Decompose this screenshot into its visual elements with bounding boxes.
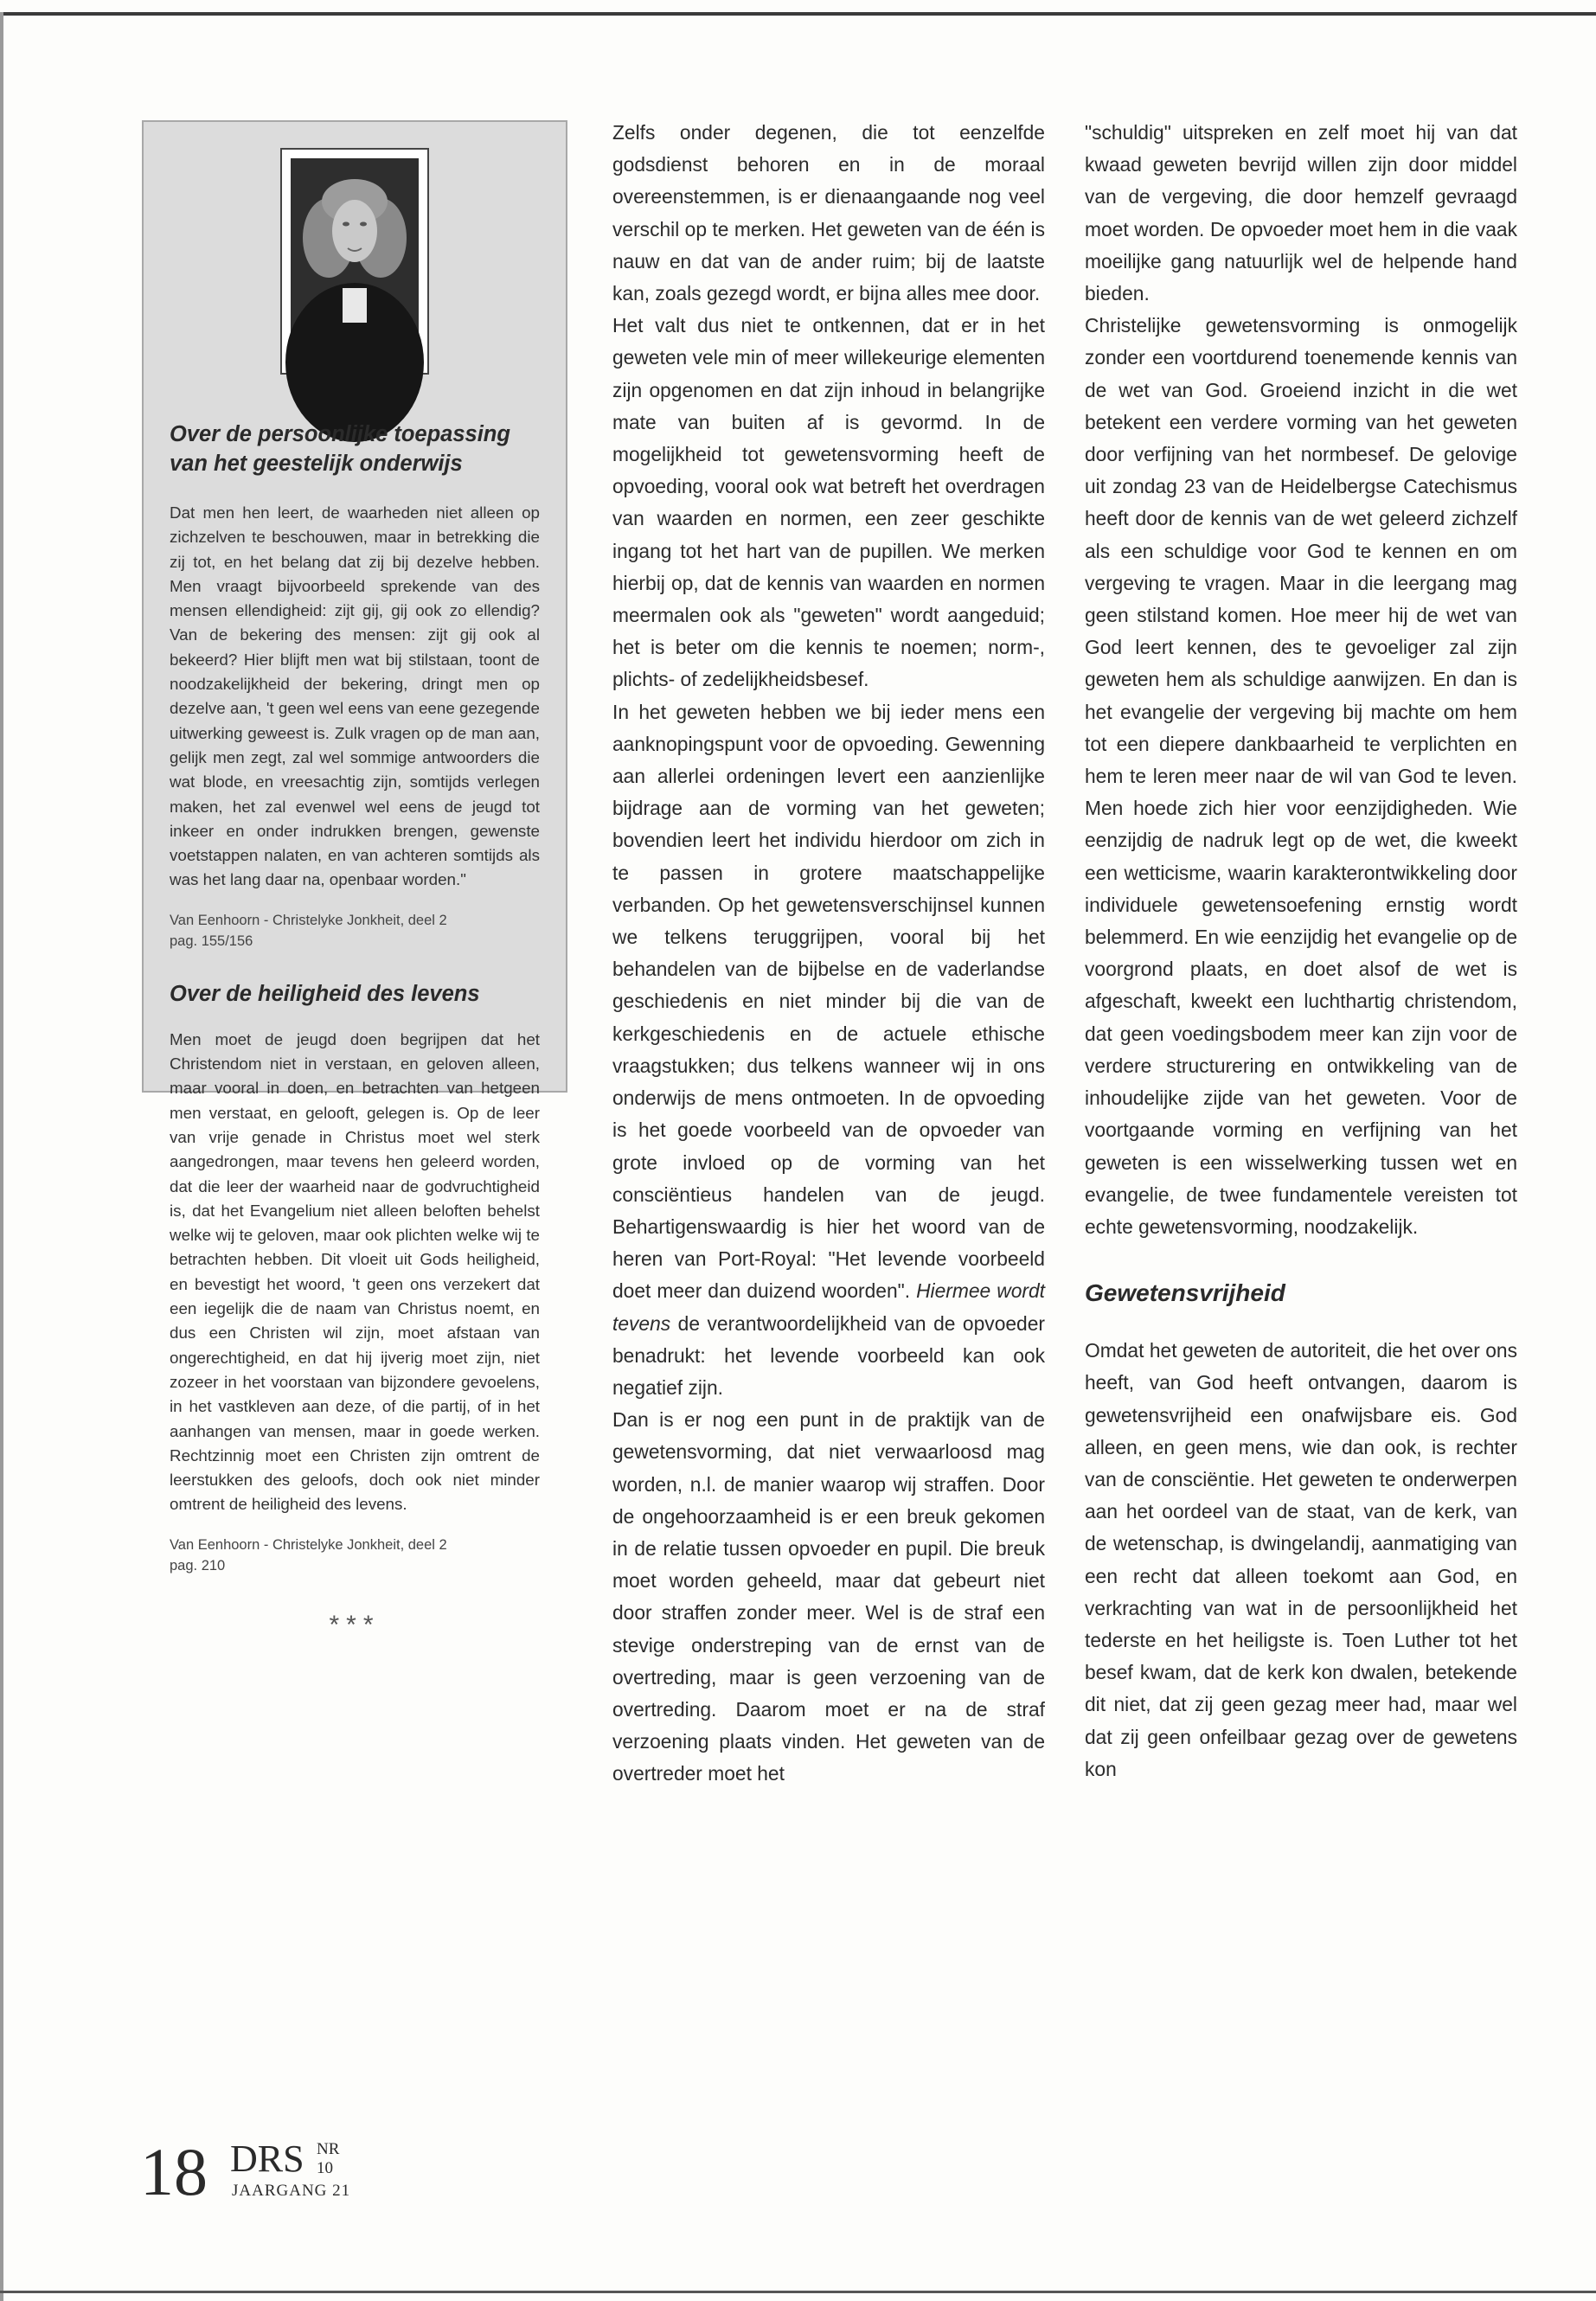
col1-paragraph-2: Het valt dus niet te ontkennen, dat er in het geweten vele min of meer willekeurige elementen zijn opgenomen en dat zijn inhoud in belangrijke mate van buiten af is gevormd. In de mogelijkheid tot gewetensvorming heeft de opvoeding, vooral ook wat betreft het overdragen van waarden en normen, een zeer geschikte ingang tot het hart van de pupillen. We merken hierbij op, dat de kennis van waarden en normen meermalen ook als "geweten" wordt aangeduid; het is beter om die kennis te noemen; norm-, plichts- of zedelijkheidsbesef.: [612, 314, 1045, 691]
article-column-1: [612, 117, 1045, 1791]
sidebar-source-2: [170, 1535, 540, 1576]
sidebar-quote-box: [142, 120, 567, 1639]
col1-paragraph-4: Dan is er nog een punt in de praktijk van de gewetensvorming, dat niet verwaarloosd mag worden, n.l. de manier waarop wij straffen. Door de ongehoorzaamheid is er een breuk gekomen in de relatie tussen opvoeder en pupil. Die breuk moet worden geheeld, maar dat gebeurt niet door straffen zonder meer. Wel is de straf een stevige onderstreping van de ernst van de overtreding, maar is geen verzoening van de overtreding. Daarom moet er na de straf verzoening plaats vinden. Het geweten van de overtreder moet het: [612, 1408, 1045, 1785]
source-2-line-2: pag. 210: [170, 1557, 226, 1574]
source-1-line-2: pag. 155/156: [170, 933, 253, 949]
page-number: 18: [140, 2134, 208, 2209]
col2-paragraph-2: Christelijke gewetensvorming is onmogelijk zonder een voortdurend toenemende kennis van de wet van God. Groeiend inzicht in die wet betekent een verdere vorming van het geweten door verfijning van het normbesef. De gelovige uit zondag 23 van de Heidelbergse Catechismus heeft door de kennis van de wet geleerd zichzelf als een schuldige voor God te kennen en om vergeving te vragen. Maar in die leergang mag geen stilstand komen. Hoe meer hij de wet van God leert kennen, des te gevoeliger zal zijn geweten hem als schuldige aanwijzen. En dan is het evangelie der vergeving bij machte om hem tot een diepere dankbaarheid te verplichten en hem te leren meer naar de wil van God te leven. Men hoede zich hier voor eenzijdigheden. Wie eenzijdig de nadruk legt op de wet, die kweekt een wetticisme, waarin karakterontwikkeling door individuele gewetensoefening ernstig wordt belemmerd. En wie eenzijdig het evangelie op de voorgrond plaats, en doet alsof de wet is afgeschaft, kweekt een luchthartig christendom, dat geen voedingsbodem meer kan zijn voor de verdere structurering en ontwikkeling van de inhoudelijke zijde van het geweten. Voor de voortgaande vorming en verfijning van het geweten is een wisselwerking tussen wet en evangelie, de twee fundamentele vereisten tot echte gewetensvorming, noodzakelijk.: [1085, 314, 1517, 1238]
col2-paragraph-3: Omdat het geweten de autoriteit, die het over ons heeft, van God heeft ontvangen, daarom is gewetensvrijheid een onafwijsbare eis. God alleen, en geen mens, wie dan ook, is rechter van de consciëntie. Het geweten te onderwerpen aan het oordeel van de staat, van de kerk, van de wetenschap, is dwingelandij, aanmatiging van een recht dat alleen toekomt aan God, en verkrachting van wat in de persoonlijkheid het tederste en het heiligste is. Toen Luther tot het besef kwam, dat de kerk kon dwalen, betekende dit niet, dat zij geen gezag meer had, maar wel dat zij geen onfeilbaar gezag over de gewetens kon: [1085, 1339, 1517, 1780]
left-rule: [0, 12, 3, 2301]
sidebar-quote-holiness: Men moet de jeugd doen begrijpen dat het Christendom niet in verstaan, en geloven alleen, maar vooral in doen, en betrachten van hetgeen men verstaat, en gelooft, gelegen is. Op de leer van vrije genade in Christus moet wel sterk aangedrongen, maar tevens hen geleerd worden, dat die leer der waarheid naar de godvruchtigheid is, dat het Evangelium niet alleen beloften behelst welke wij te geloven, maar ook plichten welke wij te betrachten hebben. Dit vloeit uit Gods heiligheid, en bevestigt het woord, 't geen ons verzekert dat een iegelijk die de naam van Christus noemt, en dus een Christen wil zijn, moet afstaan van ongerechtigheid, en dat hij ijverig moet zijn, niet zozeer in het voorstaan van bijzondere gevoelens, in het vastkleven aan deze, of die partij, of in het aanhangen van mensen, maar in goede werken. Rechtzinnig moet een Christen zijn omtrent de leerstukken des geloofs, doch ook niet minder omtrent de heiligheid des levens.: [170, 1029, 540, 1514]
sidebar-source-1: [170, 910, 540, 952]
col1-p3-emphasis: Hiermee wordt tevens: [612, 1279, 1045, 1335]
magazine-name: DRS: [230, 2138, 304, 2180]
portrait-image: [291, 158, 419, 364]
volume-label: JAARGANG 21: [232, 2182, 351, 2200]
bottom-rule: [0, 2291, 1596, 2293]
section-heading-gewetensvrijheid: Gewetensvrijheid: [1085, 1279, 1285, 1307]
article-column-2: [1085, 117, 1517, 1785]
issue-number: NR 10: [317, 2140, 340, 2177]
sidebar-heading-holiness: Over de heiligheid des levens: [170, 981, 480, 1006]
col1-p3-text-end: de verantwoordelijkheid van de opvoeder benadrukt: het levende voorbeeld kan ook negatief zijn.: [612, 1311, 1045, 1399]
col2-paragraph-1: "schuldig" uitspreken en zelf moet hij van dat kwaad geweten bevrijd willen zijn door middel van de vergeving, die door hemzelf gevraagd moet worden. De opvoeder moet hem in die vaak moeilijke gang natuurlijk wel de helpende hand bieden.: [1085, 121, 1517, 305]
portrait-frame: [280, 148, 429, 375]
source-1-line-1: Van Eenhoorn - Christelyke Jonkheit, deel 2: [170, 912, 447, 928]
sidebar-heading-personal-application: Over de persoonlijke toepassing van het geestelijk onderwijs: [170, 422, 510, 476]
col1-paragraph-3: [612, 696, 1045, 1404]
source-2-line-1: Van Eenhoorn - Christelyke Jonkheit, deel 2: [170, 1536, 447, 1553]
top-rule: [0, 12, 1596, 16]
ornament-asterisks: ***: [329, 1610, 381, 1639]
col1-p3-text: In het geweten hebben we bij ieder mens een aanknopingspunt voor de opvoeding. Gewenning aan allerlei ordeningen levert een aanzienlijke bijdrage aan de vorming van het geweten; bovendien leert het individu hierdoor om zich in te passen in grotere maatschappelijke verbanden. Op het gewetensverschijnsel kunnen we telkens teruggrijpen, vooral bij het behandelen van de bijbelse en de vaderlandse geschiedenis en niet minder bij die van de kerkgeschiedenis en de actuele ethische vraagstukken; dus telkens wanneer wij in ons onderwijs de mens ontmoeten. In de opvoeding is het goede voorbeeld van de opvoeder van grote invloed op de vorming van het consciëntieus handelen van de jeugd. Behartigenswaardig is hier het woord van de heren van Port-Royal: "Het levende voorbeeld doet meer dan duizend woorden".: [612, 700, 1045, 1303]
col1-paragraph-1: Zelfs onder degenen, die tot eenzelfde godsdienst behoren en in de moraal overeenstemmen, is er dienaangaande nog veel verschil op te merken. Het geweten van de één is nauw en dat van de ander ruim; bij de laatste kan, zoals gezegd wordt, er bijna alles mee door.: [612, 121, 1045, 305]
sidebar-quote-personal-application: Dat men hen leert, de waarheden niet alleen op zichzelven te beschouwen, maar in betrekking die zij tot, en het belang dat zij bij dezelve hebben. Men vraagt bijvoorbeeld sprekende van des mensen ellendigheid: zijt gij, gij ook zo ellendig? Van de bekering des mensen: zijt gij ook al bekeerd? Hier blijft men wat bij stilstaan, toont de noodzakelijkheid der bekering, dringt men op dezelve aan, 't geen wel eens van eene gezegende uitwerking geweest is. Zulk vragen op de man aan, gelijk men zegt, zal wel sommige antwoorders die wat blode, en vreesachtig zijn, somtijds verlegen maken, het zal evenwel wel eens de jeugd tot inkeer en onder indrukken brengen, gewenste voetstappen nalaten, en van achteren somtijds als was het lang daar na, openbaar worden.": [170, 503, 540, 889]
